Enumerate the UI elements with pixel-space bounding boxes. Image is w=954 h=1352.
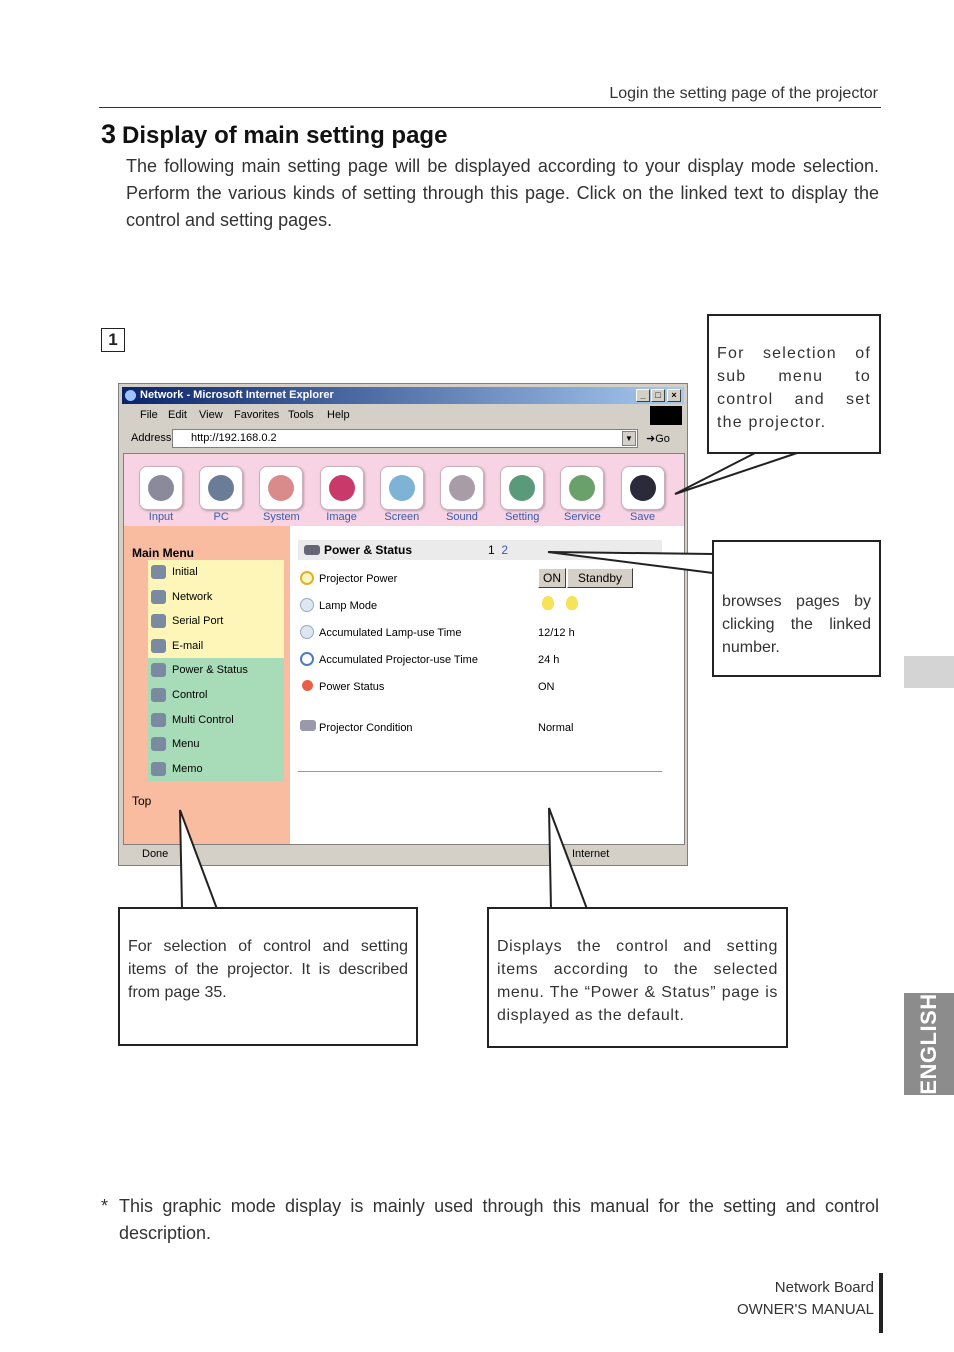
row-label-projector-condition: Projector Condition [319,722,413,734]
row-label-lamp-mode: Lamp Mode [319,600,378,612]
section-title-text: Display of main setting page [122,122,448,149]
address-label: Address [131,432,172,444]
callout-content: Displays the control and setting items according to the selected menu. The “Power & Status” page is displayed as the default. [487,907,788,1048]
submenu-label[interactable]: Image [326,511,357,523]
figure-number: 1 [101,328,125,352]
submenu-label[interactable]: Setting [505,511,540,523]
submenu-label[interactable]: System [263,511,300,523]
maximize-button[interactable]: □ [651,389,665,402]
minimize-button[interactable]: _ [636,389,650,402]
close-button[interactable]: × [667,389,681,402]
intro-paragraph: The following main setting page will be displayed according to your display mode selection. Perform the various kinds of setting through this page. Click on the linked text to display the control and setting pages. [126,156,879,230]
main-menu-item-label: Menu [172,738,200,751]
footnote [101,1193,879,1247]
submenu-label[interactable]: Screen [384,511,420,523]
side-tab-marker [904,656,954,688]
row-value-projector-time: 24 h [538,654,560,666]
callout-submenu: For selection of sub menu to control and set the projector. [707,314,881,454]
main-menu-item-label: Serial Port [172,615,224,628]
main-menu-item-label: Multi Control [172,713,234,726]
address-input[interactable]: http://192.168.0.2 [172,429,638,448]
window-title: Network - Microsoft Internet Explorer [140,389,334,401]
main-menu-item-label: E-mail [172,639,204,652]
dropdown-arrow-icon[interactable]: ▼ [622,431,636,446]
on-button[interactable]: ON [538,568,566,588]
footer-line1: Network Board [774,1279,874,1296]
submenu-label[interactable]: Service [564,511,601,523]
pointer-pages [548,552,713,573]
callout-menu: For selection of control and setting items of the projector. It is described from page 35. [118,907,418,1046]
row-label-projector-time: Accumulated Projector-use Time [319,654,478,666]
status-done: Done [142,848,169,860]
submenu-label[interactable]: PC [213,511,229,523]
submenu-label[interactable]: Sound [446,511,478,523]
row-label-lamp-time: Accumulated Lamp-use Time [319,627,462,639]
row-value-projector-condition: Normal [538,722,574,734]
section-number: 3 [101,119,117,149]
page-link-1[interactable]: 1 [488,543,495,557]
footer-line2: OWNER'S MANUAL [736,1301,874,1318]
standby-button[interactable]: Standby [567,568,633,588]
menu-view[interactable]: View [199,409,223,421]
submenu-label[interactable]: Save [630,511,656,523]
submenu-label[interactable]: Input [148,511,174,523]
menu-file[interactable]: File [140,409,158,421]
main-menu-item-label: Memo [172,762,203,775]
go-arrow-icon: ➜ [646,433,656,445]
language-tab [904,993,954,1095]
main-menu-item-label: Control [172,689,208,701]
pointer-menu [180,810,217,909]
row-label-power-status: Power Status [319,681,385,693]
menu-favorites[interactable]: Favorites [234,409,280,421]
menu-help[interactable]: Help [327,409,350,421]
pointer-content [549,808,587,909]
menu-tools[interactable]: Tools [288,409,314,421]
status-zone: Internet [572,848,610,860]
main-menu-item-label: Initial [172,566,198,578]
main-menu-title: Main Menu [132,546,194,560]
page-link-2[interactable]: 2 [501,543,509,557]
row-value-power-status: ON [538,681,555,693]
heading-text: Power & Status [324,543,413,557]
main-menu-item-label: Power & Status [172,664,248,677]
footer [737,1277,874,1321]
footer-rule [879,1273,883,1333]
footnote-star: * [101,1196,109,1216]
footnote-text: This graphic mode display is mainly used through this manual for the setting and control description. [119,1196,879,1243]
callout-pages: browses pages by clicking the linked number. [712,540,881,677]
menu-edit[interactable]: Edit [168,409,187,421]
row-value-lamp-time: 12/12 h [538,627,575,639]
row-label-projector-power: Projector Power [319,573,398,585]
language-tab-text: ENGLISH [916,993,941,1095]
running-header: Login the setting page of the projector [609,85,878,102]
pointer-submenu [675,452,800,494]
top-link[interactable]: Top [132,794,152,808]
go-label: Go [655,433,670,445]
main-menu-item-label: Network [172,590,213,603]
